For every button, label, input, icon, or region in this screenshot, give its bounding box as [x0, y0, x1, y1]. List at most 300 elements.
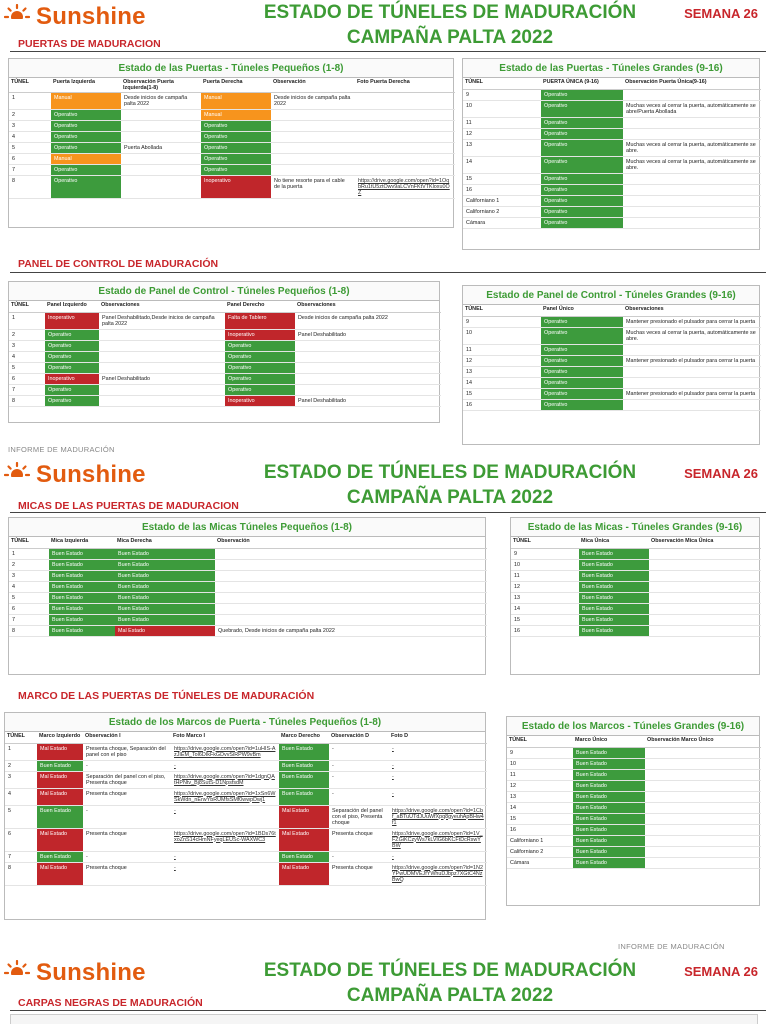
table-cell: 13 [511, 592, 579, 603]
table-cell: 14 [463, 156, 541, 173]
status-cell: Operativo [541, 117, 623, 128]
page-title: ESTADO DE TÚNELES DE MADURACIÓN CAMPAÑA PALTA 2022 [263, 960, 637, 1006]
table-cell: Separación del panel con el piso, Presenta choque [83, 771, 171, 788]
table-cell: Mantener presionado el pulsador para cerrar la puerta [623, 316, 761, 327]
table-cell [649, 581, 761, 592]
table-cell [649, 570, 761, 581]
status-cell: Operativo [225, 362, 295, 373]
table-row [463, 184, 761, 195]
table-cell: 6 [9, 154, 51, 165]
status-cell: Buen Estado [579, 625, 649, 636]
status-cell: Mal Estado [279, 805, 329, 828]
table-cell: 12 [463, 128, 541, 139]
status-cell: Operativo [45, 340, 99, 351]
table-cell [215, 614, 487, 625]
column-header[interactable]: TÚNEL [9, 78, 51, 93]
table-cell [271, 143, 355, 154]
section-title-panel: PANEL DE CONTROL DE MADURACIÓN [18, 258, 219, 270]
table-cell: Desde inicios de campaña palta 2022 [295, 312, 441, 329]
table-cell: 1 [9, 93, 51, 110]
table-cell: Cámara [463, 217, 541, 228]
status-cell: Buen Estado [115, 614, 215, 625]
table-cell: 3 [5, 771, 37, 788]
status-cell: Operativo [225, 340, 295, 351]
column-header[interactable]: Observación [271, 78, 355, 93]
table-cell: - [329, 788, 389, 805]
table-cell [271, 154, 355, 165]
table-row [463, 128, 761, 139]
table-cell [623, 399, 761, 410]
table-cell [645, 769, 761, 780]
status-cell: Operativo [541, 316, 623, 327]
table-row [9, 362, 441, 373]
column-header[interactable]: Marco Derecho [279, 732, 329, 743]
status-cell: Operativo [541, 195, 623, 206]
table-puertas-pequenos [9, 78, 455, 199]
table-row [507, 747, 761, 758]
table-row [463, 399, 761, 410]
table-cell [645, 780, 761, 791]
sun-icon [4, 462, 30, 488]
status-cell: Buen Estado [573, 824, 645, 835]
table-row [507, 835, 761, 846]
table-cell: Muchas veces al cerrar la puerta, automáticamente se abre/Puerta Abollada [623, 100, 761, 117]
table-cell: 3 [9, 340, 45, 351]
table-row [511, 603, 761, 614]
status-cell: Buen Estado [573, 802, 645, 813]
table-panel-control-grandes [462, 285, 760, 445]
table-cell [649, 603, 761, 614]
table-row [463, 139, 761, 156]
table-cell: 16 [511, 625, 579, 636]
table-cell: 5 [9, 143, 51, 154]
table-cell: 14 [511, 603, 579, 614]
status-cell: Buen Estado [37, 760, 83, 771]
status-cell: Operativo [201, 165, 271, 176]
table-row [9, 548, 487, 559]
status-cell: Operativo [51, 132, 121, 143]
table-cell: 2 [5, 760, 37, 771]
table-cell: 1 [9, 548, 49, 559]
table-row [511, 570, 761, 581]
table-row [463, 173, 761, 184]
table-cell: Muchas veces al cerrar la puerta, automáticamente se abre. [623, 156, 761, 173]
table-cell: Mantener presionado el pulsador para cerrar la puerta [623, 355, 761, 366]
table-cell [121, 121, 201, 132]
column-header[interactable]: Mica Derecha [115, 537, 215, 548]
status-cell: Operativo [45, 362, 99, 373]
column-header[interactable]: PUERTA ÚNICA (9-16) [541, 78, 623, 89]
table-marcos-grandes [507, 736, 761, 869]
table-panel-marcos-pequenos [4, 712, 486, 920]
column-header[interactable]: Mica Única [579, 537, 649, 548]
status-cell: Buen Estado [573, 769, 645, 780]
status-cell: Operativo [541, 399, 623, 410]
column-header[interactable]: Panel Derecho [225, 301, 295, 312]
table-panel-carpas-cut [10, 1014, 758, 1024]
status-cell: Operativo [541, 156, 623, 173]
photo-link[interactable]: https://drive.google.com/open?id=1V_FZGiKCzyWs7kLVlG6bKCFtDcRswYBW [389, 828, 487, 851]
table-cell: Presenta choque [329, 862, 389, 885]
table-panel-marcos-grandes [506, 716, 760, 906]
table-cell: 16 [507, 824, 573, 835]
table-cell [649, 559, 761, 570]
status-cell: Operativo [541, 89, 623, 100]
table-title: Estado de las Puertas - Túneles Pequeños (1-8) [9, 59, 453, 78]
table-cell: 5 [9, 362, 45, 373]
table-cell: 7 [5, 851, 37, 862]
table-cell [623, 344, 761, 355]
sun-icon [4, 4, 30, 30]
column-header[interactable]: TÚNEL [511, 537, 579, 548]
table-cell [295, 373, 441, 384]
status-cell: Mal Estado [37, 788, 83, 805]
table-cell: 11 [507, 769, 573, 780]
status-cell: Buen Estado [115, 603, 215, 614]
column-header[interactable]: Observación Puerta Izquierda(1-8) [121, 78, 201, 93]
table-cell: 16 [463, 399, 541, 410]
table-row [507, 846, 761, 857]
table-cell: - [329, 760, 389, 771]
table-row [9, 384, 441, 395]
table-cell: Californiano 2 [463, 206, 541, 217]
table-cell: 7 [9, 165, 51, 176]
table-panel-micas-grandes [510, 517, 760, 675]
status-cell: Operativo [51, 176, 121, 199]
status-cell: Operativo [201, 143, 271, 154]
table-title: Estado de las Micas Túneles Pequeños (1-8) [9, 518, 485, 537]
table-cell [355, 143, 455, 154]
status-cell: Operativo [541, 139, 623, 156]
table-cell: No tiene resorte para el cable de la puerta [271, 176, 355, 199]
table-cell [623, 173, 761, 184]
table-row [463, 377, 761, 388]
status-cell: Mal Estado [279, 828, 329, 851]
table-cell [215, 570, 487, 581]
table-cell: Presenta choque [83, 828, 171, 851]
column-header[interactable]: TÚNEL [463, 78, 541, 89]
status-cell: Buen Estado [579, 581, 649, 592]
status-cell: Operativo [45, 395, 99, 406]
status-cell: Operativo [51, 143, 121, 154]
table-row [507, 813, 761, 824]
column-header[interactable]: TÚNEL [463, 305, 541, 316]
table-row [9, 329, 441, 340]
sun-icon [4, 960, 30, 986]
status-cell: Operativo [541, 217, 623, 228]
table-micas-pequenos [9, 537, 487, 637]
photo-link[interactable]: https://drive.google.com/open?id=1OqbRu1tU5ztOwv9aLCVnFKtVTKloxu0OZ [355, 176, 455, 199]
table-cell: 2 [9, 559, 49, 570]
status-cell: Operativo [45, 329, 99, 340]
table-row [9, 614, 487, 625]
status-cell: Operativo [541, 100, 623, 117]
table-row [507, 769, 761, 780]
table-row [9, 93, 455, 110]
status-cell: Buen Estado [579, 559, 649, 570]
table-cell: 11 [511, 570, 579, 581]
photo-link[interactable]: https://drive.google.com/open?id=1BDs76txoZnS14cHmNFyeqLEUSc-WAXWC3 [171, 828, 279, 851]
table-row [5, 788, 487, 805]
table-row [9, 312, 441, 329]
status-cell: Buen Estado [579, 548, 649, 559]
status-cell: Mal Estado [37, 828, 83, 851]
table-row [507, 780, 761, 791]
status-cell: Operativo [541, 388, 623, 399]
brand-logo [4, 461, 146, 489]
photo-link[interactable]: https://drive.google.com/open?id=1Cbf_aBTuUTdJUuWfXpq8gyeuhApBHw4f1 [389, 805, 487, 828]
column-header[interactable]: Observaciones [99, 301, 225, 312]
status-cell: Buen Estado [279, 788, 329, 805]
column-header[interactable]: TÚNEL [9, 537, 49, 548]
table-row [511, 614, 761, 625]
column-header[interactable]: Observación [215, 537, 487, 548]
table-row [9, 154, 455, 165]
table-row [9, 592, 487, 603]
table-cell: 11 [463, 344, 541, 355]
status-cell: Operativo [51, 110, 121, 121]
table-cell: 15 [511, 614, 579, 625]
status-cell: Manual [51, 93, 121, 110]
status-cell: Inoperativo [201, 176, 271, 199]
table-row [9, 570, 487, 581]
table-cell: 8 [9, 625, 49, 636]
column-header[interactable]: Puerta Derecha [201, 78, 271, 93]
table-cell: 14 [463, 377, 541, 388]
table-cell: Quebrado, Desde inicios de campaña palta 2022 [215, 625, 487, 636]
column-header[interactable]: Foto D [389, 732, 487, 743]
table-cell [649, 548, 761, 559]
column-header[interactable]: Observaciones [295, 301, 441, 312]
table-cell [645, 747, 761, 758]
table-cell [355, 121, 455, 132]
table-title: Estado de las Micas - Túneles Grandes (9-16) [511, 518, 759, 537]
column-header[interactable]: Marco Izquierdo [37, 732, 83, 743]
column-header[interactable]: Panel Único [541, 305, 623, 316]
table-cell [645, 813, 761, 824]
column-header[interactable]: Puerta Izquierda [51, 78, 121, 93]
table-cell: - [329, 851, 389, 862]
table-cell: - [389, 788, 487, 805]
table-cell [215, 559, 487, 570]
column-header[interactable]: Observación I [83, 732, 171, 743]
table-row [5, 805, 487, 828]
table-cell [99, 351, 225, 362]
section-divider [10, 272, 766, 273]
table-row [463, 89, 761, 100]
table-cell: Californiano 2 [507, 846, 573, 857]
table-cell [99, 362, 225, 373]
week-label: SEMANA 26 [684, 466, 758, 481]
table-row [5, 851, 487, 862]
table-cell: Panel Deshabilitado,Desde inicios de campaña palta 2022 [99, 312, 225, 329]
table-cell [649, 592, 761, 603]
status-cell: Mal Estado [115, 625, 215, 636]
status-cell: Operativo [541, 355, 623, 366]
table-cell [295, 351, 441, 362]
table-row [463, 344, 761, 355]
table-cell: - [389, 760, 487, 771]
photo-link[interactable]: https://drive.google.com/open?id=1dgnQAtHPNtv_Bj8SutS-D1NpsfsdM [171, 771, 279, 788]
table-cell [215, 603, 487, 614]
column-header[interactable]: Panel Izquierdo [45, 301, 99, 312]
table-cell: 10 [463, 327, 541, 344]
table-cell: Muchas veces al cerrar la puerta, automáticamente se abre. [623, 139, 761, 156]
status-cell: Buen Estado [573, 758, 645, 769]
table-cell: 6 [9, 373, 45, 384]
column-header[interactable]: Mica Izquierda [49, 537, 115, 548]
table-cell: 8 [9, 395, 45, 406]
table-cell: 9 [463, 316, 541, 327]
photo-link[interactable]: https://drive.google.com/open?id=1uHIS-AzJIEM_Tol6DIkFkGDvvSiRPW9vBm [171, 743, 279, 760]
table-title: Estado de los Marcos de Puerta - Túneles Pequeños (1-8) [5, 713, 485, 732]
table-cell [99, 329, 225, 340]
status-cell: Buen Estado [49, 603, 115, 614]
table-cell [295, 340, 441, 351]
status-cell: Buen Estado [37, 805, 83, 828]
table-cell: - [171, 862, 279, 885]
table-panel-puertas-grandes [462, 58, 760, 250]
table-row [9, 121, 455, 132]
table-cell: - [389, 771, 487, 788]
photo-link[interactable]: https://drive.google.com/open?id=1xSn6WSkWdn_nErwYbRUMfsSMf0wwpDwj1 [171, 788, 279, 805]
status-cell: Buen Estado [49, 548, 115, 559]
table-title: Estado de los Marcos - Túneles Grandes (9-16) [507, 717, 759, 736]
table-cell [623, 217, 761, 228]
table-row [507, 857, 761, 868]
table-cell: Californiano 1 [463, 195, 541, 206]
brand-logo [4, 959, 146, 987]
table-cell: 4 [9, 351, 45, 362]
status-cell: Buen Estado [49, 581, 115, 592]
table-row [463, 355, 761, 366]
status-cell: Manual [201, 110, 271, 121]
status-cell: Inoperativo [225, 329, 295, 340]
table-cell: 4 [9, 132, 51, 143]
status-cell: Operativo [225, 384, 295, 395]
status-cell: Operativo [51, 121, 121, 132]
table-row [9, 110, 455, 121]
section-title-carpas: CARPAS NEGRAS DE MADURACIÓN [18, 997, 203, 1009]
column-header[interactable]: Foto Marco I [171, 732, 279, 743]
status-cell: Buen Estado [279, 771, 329, 788]
table-row [463, 366, 761, 377]
table-cell: - [329, 771, 389, 788]
photo-link[interactable]: https://drive.google.com/open?id=1N2YPwUDMVEJfYWhuDJbpz7XGtC4NzBwQ [389, 862, 487, 885]
table-cell [271, 132, 355, 143]
table-cell: 5 [9, 592, 49, 603]
table-row [507, 802, 761, 813]
table-cell [121, 154, 201, 165]
table-cell: Presenta choque, Separación del panel con el piso [83, 743, 171, 760]
table-row [9, 143, 455, 154]
table-cell: Muchas veces al cerrar la puerta, automáticamente se abre. [623, 327, 761, 344]
section-title-puertas: PUERTAS DE MADURACION [18, 38, 161, 50]
table-cell [121, 165, 201, 176]
column-header[interactable]: Observación Mica Única [649, 537, 761, 548]
status-cell: Buen Estado [573, 780, 645, 791]
table-row [463, 217, 761, 228]
table-cell [121, 110, 201, 121]
table-cell: 6 [9, 603, 49, 614]
table-cell: 4 [5, 788, 37, 805]
table-cell [623, 377, 761, 388]
status-cell: Buen Estado [573, 747, 645, 758]
table-cell [623, 195, 761, 206]
status-cell: Buen Estado [49, 592, 115, 603]
table-cell: 3 [9, 121, 51, 132]
table-cell [623, 117, 761, 128]
table-cell [623, 184, 761, 195]
status-cell: Operativo [225, 351, 295, 362]
table-row [463, 388, 761, 399]
column-header[interactable]: TÚNEL [507, 736, 573, 747]
table-cell [295, 362, 441, 373]
table-cell: - [389, 743, 487, 760]
brand-logo [4, 3, 146, 31]
table-cell [215, 548, 487, 559]
status-cell: Operativo [541, 184, 623, 195]
table-micas-grandes [511, 537, 761, 637]
table-cell: - [389, 851, 487, 862]
column-header[interactable]: Marco Único [573, 736, 645, 747]
status-cell: Inoperativo [225, 395, 295, 406]
table-row [9, 559, 487, 570]
status-cell: Buen Estado [49, 570, 115, 581]
table-row [507, 824, 761, 835]
table-row [9, 625, 487, 636]
column-header[interactable]: Observación Marco Único [645, 736, 761, 747]
table-cell [271, 110, 355, 121]
table-cell: 7 [9, 614, 49, 625]
column-header[interactable]: Observación Puerta Única(9-16) [623, 78, 761, 89]
table-row [9, 373, 441, 384]
table-cell: - [171, 760, 279, 771]
column-header[interactable]: Observaciones [623, 305, 761, 316]
table-cell [271, 165, 355, 176]
brand-name: Sunshine [36, 461, 146, 488]
status-cell: Buen Estado [115, 570, 215, 581]
section-title-micas: MICAS DE LAS PUERTAS DE MADURACION [18, 500, 239, 512]
status-cell: Buen Estado [115, 559, 215, 570]
table-cell: Puerta Abollada [121, 143, 201, 154]
table-cell [645, 802, 761, 813]
table-row [5, 743, 487, 760]
table-cell: Separación del panel con el piso, Presenta choque [329, 805, 389, 828]
table-cell: - [171, 805, 279, 828]
table-row [463, 316, 761, 327]
table-cell: Mantener presionado el pulsador para cerrar la puerta [623, 388, 761, 399]
column-header[interactable]: Foto Puerta Derecha [355, 78, 455, 93]
table-cell [623, 206, 761, 217]
column-header[interactable]: Observación D [329, 732, 389, 743]
column-header[interactable]: TÚNEL [5, 732, 37, 743]
table-cell: 8 [9, 176, 51, 199]
column-header[interactable]: TÚNEL [9, 301, 45, 312]
table-title: Estado de Panel de Control - Túneles Pequeños (1-8) [9, 282, 439, 301]
status-cell: Mal Estado [37, 743, 83, 760]
table-row [9, 176, 455, 199]
status-cell: Operativo [225, 373, 295, 384]
status-cell: Buen Estado [579, 592, 649, 603]
table-row [5, 760, 487, 771]
brand-name: Sunshine [36, 959, 146, 986]
table-cell: Panel Deshabilitado [295, 395, 441, 406]
status-cell: Operativo [51, 165, 121, 176]
brand-name: Sunshine [36, 3, 146, 30]
table-cell: 4 [9, 581, 49, 592]
table-cell: 15 [507, 813, 573, 824]
